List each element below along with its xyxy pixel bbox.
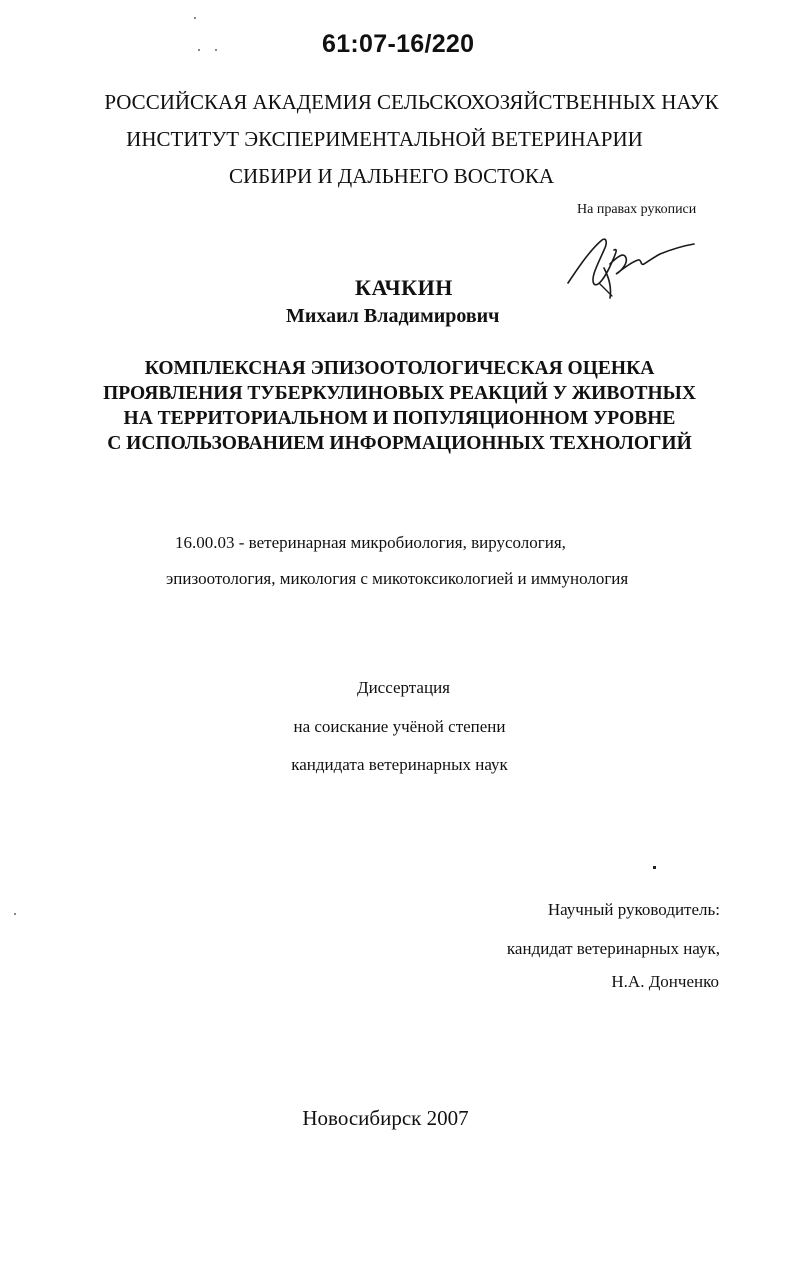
handwritten-signature: [560, 228, 705, 303]
degree-name: кандидата ветеринарных наук: [291, 755, 508, 774]
scan-speck: [215, 49, 217, 51]
author-surname: КАЧКИН: [355, 275, 453, 300]
specialty-line-2: эпизоотология, микология с микотоксикологией и иммунология: [166, 569, 629, 588]
thesis-title-line-1: КОМПЛЕКСНАЯ ЭПИЗООТОЛОГИЧЕСКАЯ ОЦЕНКА: [144, 358, 655, 379]
supervisor-degree: кандидат ветеринарных наук,: [506, 939, 720, 958]
organization-line-2: ИНСТИТУТ ЭКСПЕРИМЕНТАЛЬНОЙ ВЕТЕРИНАРИИ: [126, 127, 643, 151]
scan-speck: [14, 913, 16, 915]
thesis-title-line-4: С ИСПОЛЬЗОВАНИЕМ ИНФОРМАЦИОННЫХ ТЕХНОЛОГИЙ: [107, 433, 692, 454]
specialty-line-1: 16.00.03 - ветеринарная микробиология, вирусология,: [175, 533, 566, 552]
supervisor-label: Научный руководитель:: [547, 900, 720, 919]
organization-line-3: СИБИРИ И ДАЛЬНЕГО ВОСТОКА: [228, 164, 555, 188]
degree-purpose: на соискание учёной степени: [293, 717, 506, 736]
thesis-title-line-2: ПРОЯВЛЕНИЯ ТУБЕРКУЛИНОВЫХ РЕАКЦИЙ У ЖИВОТНЫХ: [103, 383, 696, 404]
supervisor-name: Н.А. Донченко: [611, 972, 719, 991]
scan-speck: [194, 17, 196, 19]
organization-line-1: РОССИЙСКАЯ АКАДЕМИЯ СЕЛЬСКОХОЗЯЙСТВЕННЫХ НАУК: [104, 90, 719, 114]
thesis-title-line-3: НА ТЕРРИТОРИАЛЬНОМ И ПОПУЛЯЦИОННОМ УРОВНЕ: [123, 408, 676, 429]
city-and-year: Новосибирск 2007: [302, 1106, 469, 1130]
scan-speck: [198, 49, 200, 51]
scan-speck: [653, 866, 656, 869]
author-given-names: Михаил Владимирович: [286, 305, 500, 327]
archive-code: 61:07-16/220: [322, 30, 475, 58]
document-type: Диссертация: [356, 678, 450, 697]
manuscript-rights-note: На правах рукописи: [577, 202, 697, 217]
